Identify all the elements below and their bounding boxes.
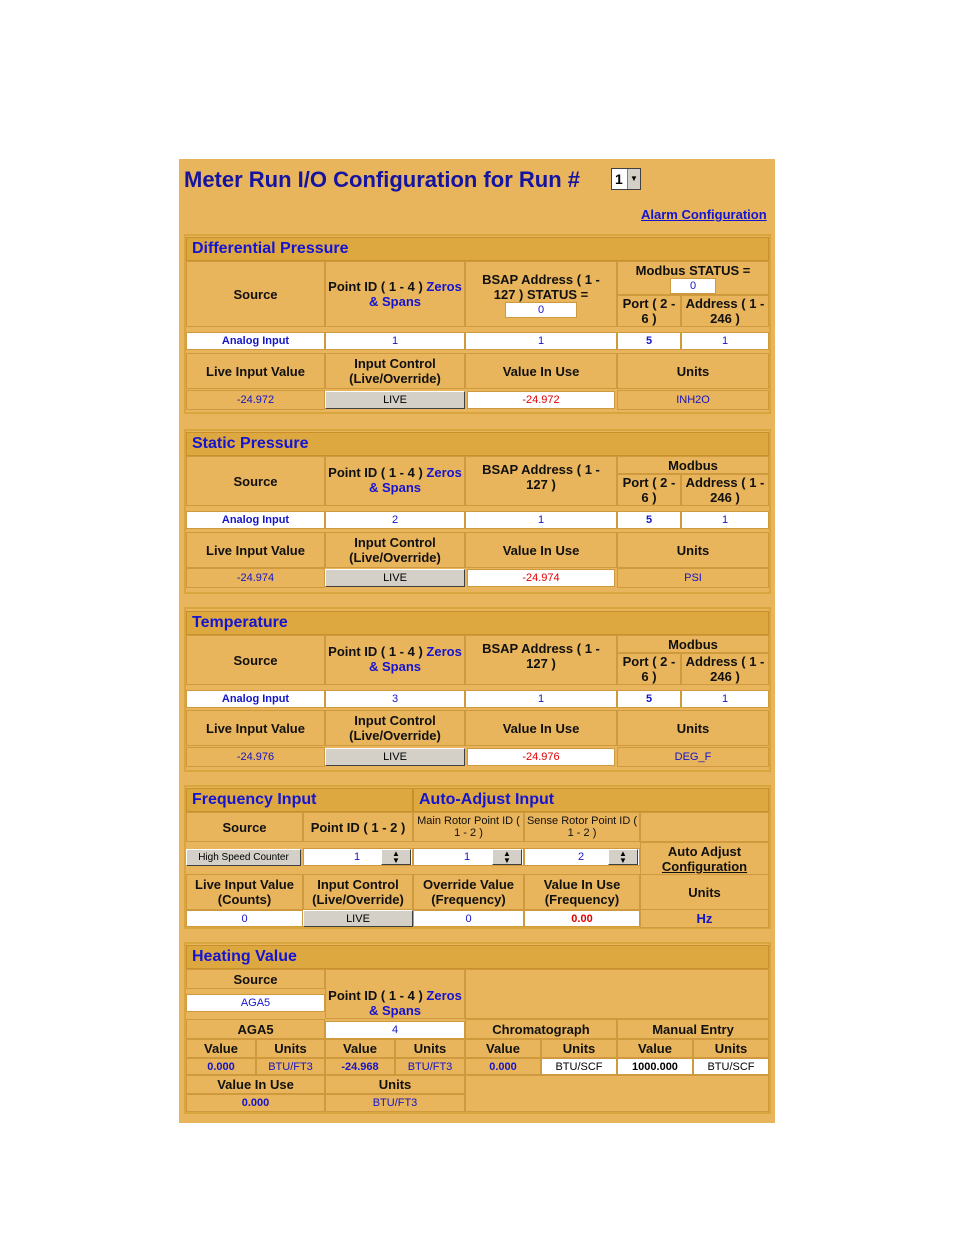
dp-bsap-status: 0 — [505, 302, 577, 318]
spin-down-icon[interactable]: ▼ — [503, 856, 511, 865]
sense-rotor-field[interactable]: 2 — [524, 848, 640, 866]
temp-control-header: Input Control (Live/Override) — [325, 710, 465, 746]
hv-inuse-header: Value In Use — [186, 1075, 325, 1094]
hv-aga5-header: AGA5 — [186, 1019, 325, 1039]
sp-modbus-header: Modbus — [617, 456, 769, 474]
dp-live-value: -24.972 — [186, 390, 325, 410]
hv-aga5-units: BTU/FT3 — [256, 1058, 325, 1075]
temp-point-field[interactable]: 3 — [325, 690, 465, 708]
sense-rotor-header: Sense Rotor Point ID ( 1 - 2 ) — [524, 812, 640, 842]
sp-bsap-field[interactable]: 1 — [465, 511, 617, 529]
sp-point-header — [325, 456, 465, 506]
hv-source-header: Source — [186, 969, 325, 989]
dp-inuse-value: -24.972 — [467, 391, 615, 409]
temp-live-override-button[interactable]: LIVE — [325, 748, 465, 766]
sp-inuse-value: -24.974 — [467, 569, 615, 587]
hv-aga5-value-header: Value — [186, 1039, 256, 1058]
hv-manual-value-field[interactable]: 1000.000 — [617, 1058, 693, 1075]
hv-chrom-value-header: Value — [465, 1039, 541, 1058]
temp-zeros-link[interactable]: Zeros — [426, 644, 462, 659]
main-rotor-field[interactable]: 1 — [413, 848, 524, 866]
dp-modbus-header — [617, 261, 769, 295]
sense-rotor-spinner[interactable] — [608, 849, 638, 865]
freq-point-header: Point ID ( 1 - 2 ) — [303, 812, 413, 842]
sp-live-override-button[interactable]: LIVE — [325, 569, 465, 587]
chevron-down-icon[interactable]: ▼ — [627, 169, 640, 189]
temp-units-header: Units — [617, 710, 769, 746]
freq-inuse-value: 0.00 — [524, 910, 640, 927]
freq-units-value: Hz — [640, 909, 769, 928]
temp-port-field[interactable]: 5 — [617, 690, 681, 708]
auto-adjust-config-cell — [640, 842, 769, 876]
temp-inuse-value: -24.976 — [467, 748, 615, 766]
freq-live-header: Live Input Value (Counts) — [186, 874, 303, 910]
auto-adjust-config-link[interactable]: Configuration — [661, 859, 748, 874]
temp-port-header: Port ( 2 - 6 ) — [617, 653, 681, 685]
hv-zeros-link[interactable]: Zeros — [426, 988, 462, 1003]
hv-manual-units-field[interactable]: BTU/SCF — [693, 1058, 769, 1075]
freq-point-field[interactable]: 1 — [303, 848, 413, 866]
sp-heading: Static Pressure — [186, 432, 769, 456]
freq-point-spinner[interactable] — [381, 849, 411, 865]
sp-units-value: PSI — [617, 568, 769, 588]
hv-spans-link[interactable]: & Spans — [368, 1003, 421, 1018]
sp-live-value: -24.974 — [186, 568, 325, 588]
config-panel — [179, 159, 775, 1123]
sp-address-field[interactable]: 1 — [681, 511, 769, 529]
hv-pt-units: BTU/FT3 — [395, 1058, 465, 1075]
sp-port-header: Port ( 2 - 6 ) — [617, 474, 681, 506]
spin-up-icon[interactable]: ▲ — [503, 849, 511, 858]
hv-bottom-blank — [465, 1075, 769, 1112]
sp-point-field[interactable]: 2 — [325, 511, 465, 529]
hv-inuse-units-header: Units — [325, 1075, 465, 1094]
hv-pt-value-header: Value — [325, 1039, 395, 1058]
temp-live-header: Live Input Value — [186, 710, 325, 746]
hv-chrom-units-field[interactable]: BTU/SCF — [541, 1058, 617, 1075]
temp-source-field[interactable]: Analog Input — [186, 690, 325, 708]
dp-live-override-button[interactable]: LIVE — [325, 391, 465, 409]
dp-point-header — [325, 261, 465, 327]
dp-control-header: Input Control (Live/Override) — [325, 353, 465, 389]
run-select[interactable] — [611, 168, 641, 190]
freq-override-field[interactable]: 0 — [413, 910, 524, 927]
spin-down-icon[interactable]: ▼ — [392, 856, 400, 865]
temp-heading: Temperature — [186, 611, 769, 635]
hv-aga5-value: 0.000 — [186, 1058, 256, 1075]
hv-pt-units-header: Units — [395, 1039, 465, 1058]
dp-bsap-header — [465, 261, 617, 327]
temp-live-value: -24.976 — [186, 747, 325, 767]
dp-modbus-status: 0 — [670, 278, 716, 294]
temp-address-header: Address ( 1 - 246 ) — [681, 653, 769, 685]
hv-point-label: Point ID ( 1 - 4 ) — [328, 988, 423, 1003]
spin-down-icon[interactable]: ▼ — [619, 856, 627, 865]
spin-up-icon[interactable]: ▲ — [392, 849, 400, 858]
temp-inuse-header: Value In Use — [465, 710, 617, 746]
hv-inuse-units-value: BTU/FT3 — [325, 1094, 465, 1112]
auto-adjust-blank-header — [640, 812, 769, 842]
dp-bsap-field[interactable]: 1 — [465, 332, 617, 350]
sp-point-label: Point ID ( 1 - 4 ) — [328, 465, 423, 480]
freq-override-header: Override Value (Frequency) — [413, 874, 524, 910]
hv-manual-value-header: Value — [617, 1039, 693, 1058]
temp-units-value: DEG_F — [617, 747, 769, 767]
main-rotor-spinner[interactable] — [492, 849, 522, 865]
dp-heading: Differential Pressure — [186, 237, 769, 261]
auto-adjust-heading: Auto-Adjust Input — [413, 788, 769, 812]
dp-units-value: INH2O — [617, 390, 769, 410]
dp-source-header: Source — [186, 261, 325, 327]
hv-source-field[interactable]: AGA5 — [186, 994, 325, 1012]
sp-zeros-link[interactable]: Zeros — [426, 465, 462, 480]
dp-modbus-label: Modbus STATUS = — [635, 263, 751, 278]
hv-point-field[interactable]: 4 — [325, 1021, 465, 1039]
temp-address-field[interactable]: 1 — [681, 690, 769, 708]
freq-control-header: Input Control (Live/Override) — [303, 874, 413, 910]
dp-source-field[interactable]: Analog Input — [186, 332, 325, 350]
temp-point-header — [325, 635, 465, 685]
dp-bsap-label: BSAP Address ( 1 - 127 ) STATUS = — [482, 272, 600, 302]
sp-spans-link[interactable]: & Spans — [368, 480, 421, 495]
hv-chrom-header: Chromatograph — [465, 1019, 617, 1039]
sp-inuse-header: Value In Use — [465, 532, 617, 568]
page-title-text: Meter Run I/O Configuration for Run # — [184, 167, 580, 192]
dp-units-header: Units — [617, 353, 769, 389]
page-title — [184, 167, 580, 195]
freq-source-header: Source — [186, 812, 303, 842]
temp-source-header: Source — [186, 635, 325, 685]
main-rotor-header: Main Rotor Point ID ( 1 - 2 ) — [413, 812, 524, 842]
run-select-value: 1 — [615, 171, 623, 187]
dp-spans-link[interactable]: & Spans — [368, 294, 421, 309]
hv-aga5-units-header: Units — [256, 1039, 325, 1058]
freq-heading: Frequency Input — [186, 788, 413, 812]
dp-point-label: Point ID ( 1 - 4 ) — [328, 279, 423, 294]
hv-inuse-value: 0.000 — [186, 1094, 325, 1112]
dp-address-field[interactable]: 1 — [681, 332, 769, 350]
temp-bsap-header: BSAP Address ( 1 - 127 ) — [465, 635, 617, 685]
hv-point-header — [325, 969, 465, 1019]
sp-live-header: Live Input Value — [186, 532, 325, 568]
hv-chrom-units-header: Units — [541, 1039, 617, 1058]
temp-modbus-header: Modbus — [617, 635, 769, 653]
dp-live-header: Live Input Value — [186, 353, 325, 389]
hv-blank-area — [465, 969, 769, 1019]
freq-units-header: Units — [640, 874, 769, 910]
hv-heading: Heating Value — [186, 945, 769, 969]
dp-point-field[interactable]: 1 — [325, 332, 465, 350]
alarm-configuration-link[interactable]: Alarm Configuration — [641, 207, 767, 222]
hv-pt-value: -24.968 — [325, 1058, 395, 1075]
temp-point-label: Point ID ( 1 - 4 ) — [328, 644, 423, 659]
dp-port-field[interactable]: 5 — [617, 332, 681, 350]
freq-source-select[interactable]: High Speed Counter — [186, 849, 301, 866]
freq-live-override-button[interactable]: LIVE — [303, 910, 413, 927]
hv-chrom-value: 0.000 — [465, 1058, 541, 1075]
dp-port-header: Port ( 2 - 6 ) — [617, 295, 681, 327]
sp-units-header: Units — [617, 532, 769, 568]
freq-inuse-header: Value In Use (Frequency) — [524, 874, 640, 910]
dp-zeros-link[interactable]: Zeros — [426, 279, 462, 294]
hv-manual-header: Manual Entry — [617, 1019, 769, 1039]
sp-source-field[interactable]: Analog Input — [186, 511, 325, 529]
hv-manual-units-header: Units — [693, 1039, 769, 1058]
sp-address-header: Address ( 1 - 246 ) — [681, 474, 769, 506]
auto-adjust-link[interactable]: Auto Adjust — [667, 844, 742, 859]
dp-address-header: Address ( 1 - 246 ) — [681, 295, 769, 327]
freq-live-value: 0 — [186, 910, 303, 927]
sp-bsap-header: BSAP Address ( 1 - 127 ) — [465, 456, 617, 506]
sp-source-header: Source — [186, 456, 325, 506]
sp-port-field[interactable]: 5 — [617, 511, 681, 529]
sp-control-header: Input Control (Live/Override) — [325, 532, 465, 568]
spin-up-icon[interactable]: ▲ — [619, 849, 627, 858]
temp-spans-link[interactable]: & Spans — [368, 659, 421, 674]
temp-bsap-field[interactable]: 1 — [465, 690, 617, 708]
dp-inuse-header: Value In Use — [465, 353, 617, 389]
